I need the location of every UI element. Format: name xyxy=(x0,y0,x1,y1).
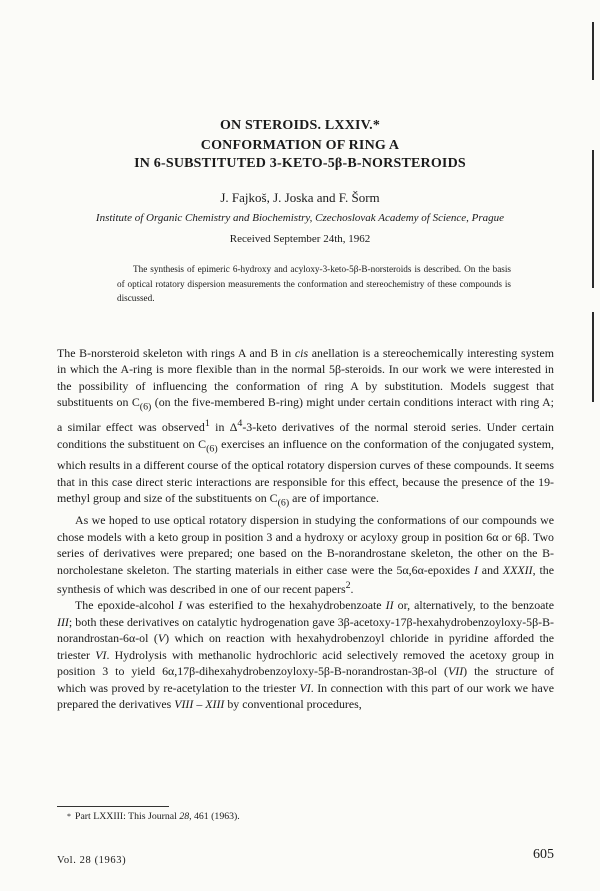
margin-bar-top xyxy=(592,22,594,80)
title-line-3: IN 6-SUBSTITUTED 3-KETO-5β-B-NORSTEROIDS xyxy=(134,156,466,171)
abstract: The synthesis of epimeric 6-hydroxy and acyloxy-3-keto-5β-B-norsteroids is described. On the basis of optical rotatory dispersion measurements the conformation and stereochemistry of these compounds is discussed. xyxy=(117,264,511,303)
title-line-1: ON STEROIDS. LXXIV.* xyxy=(219,118,381,133)
page-number: 605 xyxy=(533,847,554,862)
received-date: Received September 24th, 1962 xyxy=(229,233,371,245)
volume-footer: Vol. 28 (1963) xyxy=(57,855,127,866)
margin-bar-bottom xyxy=(592,312,594,402)
paragraph-2: As we hoped to use optical rotatory dispersion in studying the conformations of our compounds we chose models with a keto group in position 3 and a hydroxy or acyloxy group in position 6α or 6β. Two series of derivatives were prepared; one based on the B-norandrostane skeleton, the other on the B-norcholestane skeleton. The starting materials in either case were the 5α,6α-epoxides I and XXXII, the synthesis of which was described in one of our recent papers$^2$. xyxy=(57,513,554,596)
footnote-rule xyxy=(57,806,169,807)
paragraph-1: The B-norsteroid skeleton with rings A and B in cis anellation is a stereochemically interesting system in which the A-ring is more flexible than in the normal 5β-steroids. In our work we were interested in the possibility of influencing the conformation of ring A by substitution. Models suggest that substituents on $C_{(6)}$ (on the five-membered B-ring) might under certain conditions interact with ring A; a similar effect was observed$^1$ in $\Delta^4-3$-keto derivatives of the normal steroid series. Under certain conditions the substituent on $C_{(6)}$ exercises an influence on the conformation of the conjugated system, which results in a different course of the optical rotatory dispersion curves of these compounds. It seems that in this case direct steric interactions are responsible for this effect, because the presence of the 19-methyl group and size of the substituents on $C_{(6)}$ are of importance. xyxy=(57,346,555,509)
title-line-2: CONFORMATION OF RING A xyxy=(200,138,400,153)
footnote: * Part LXXIII: This Journal 28, 461 (1963). xyxy=(67,811,240,822)
italic-cis: cis xyxy=(294,346,309,360)
reference-1: 1 xyxy=(204,418,210,430)
authors: J. Fajkoš, J. Joska and F. Šorm xyxy=(220,190,380,205)
article-body xyxy=(57,345,554,713)
affiliation: Institute of Organic Chemistry and Biochemistry, Czechoslovak Academy of Science, Prague xyxy=(95,212,505,224)
reference-2: 2 xyxy=(345,579,351,591)
paragraph-3: The epoxide-alcohol I was esterified to the hexahydrobenzoate II or, alternatively, to the benzoate III; both these derivatives on catalytic hydrogenation gave 3β-acetoxy-17β-hexahydrobenzoyloxy-5β-B-norandrostan-6α-ol (V) which on reaction with hexahydrobenzoyl chloride in pyridine afforded the triester VI. Hydrolysis with methanolic hydrochloric acid selectively removed the acetoxy group in position 3 to yield 6α,17β-dihexahydrobenzoyloxy-5β-B-norandrostan-3β-ol (VII) the structure of which was proved by re-acetylation to the triester VI. In connection with this part of our work we have prepared the derivatives VIII – XIII by conventional procedures, xyxy=(57,598,555,712)
footnote-marker: * xyxy=(67,812,71,821)
